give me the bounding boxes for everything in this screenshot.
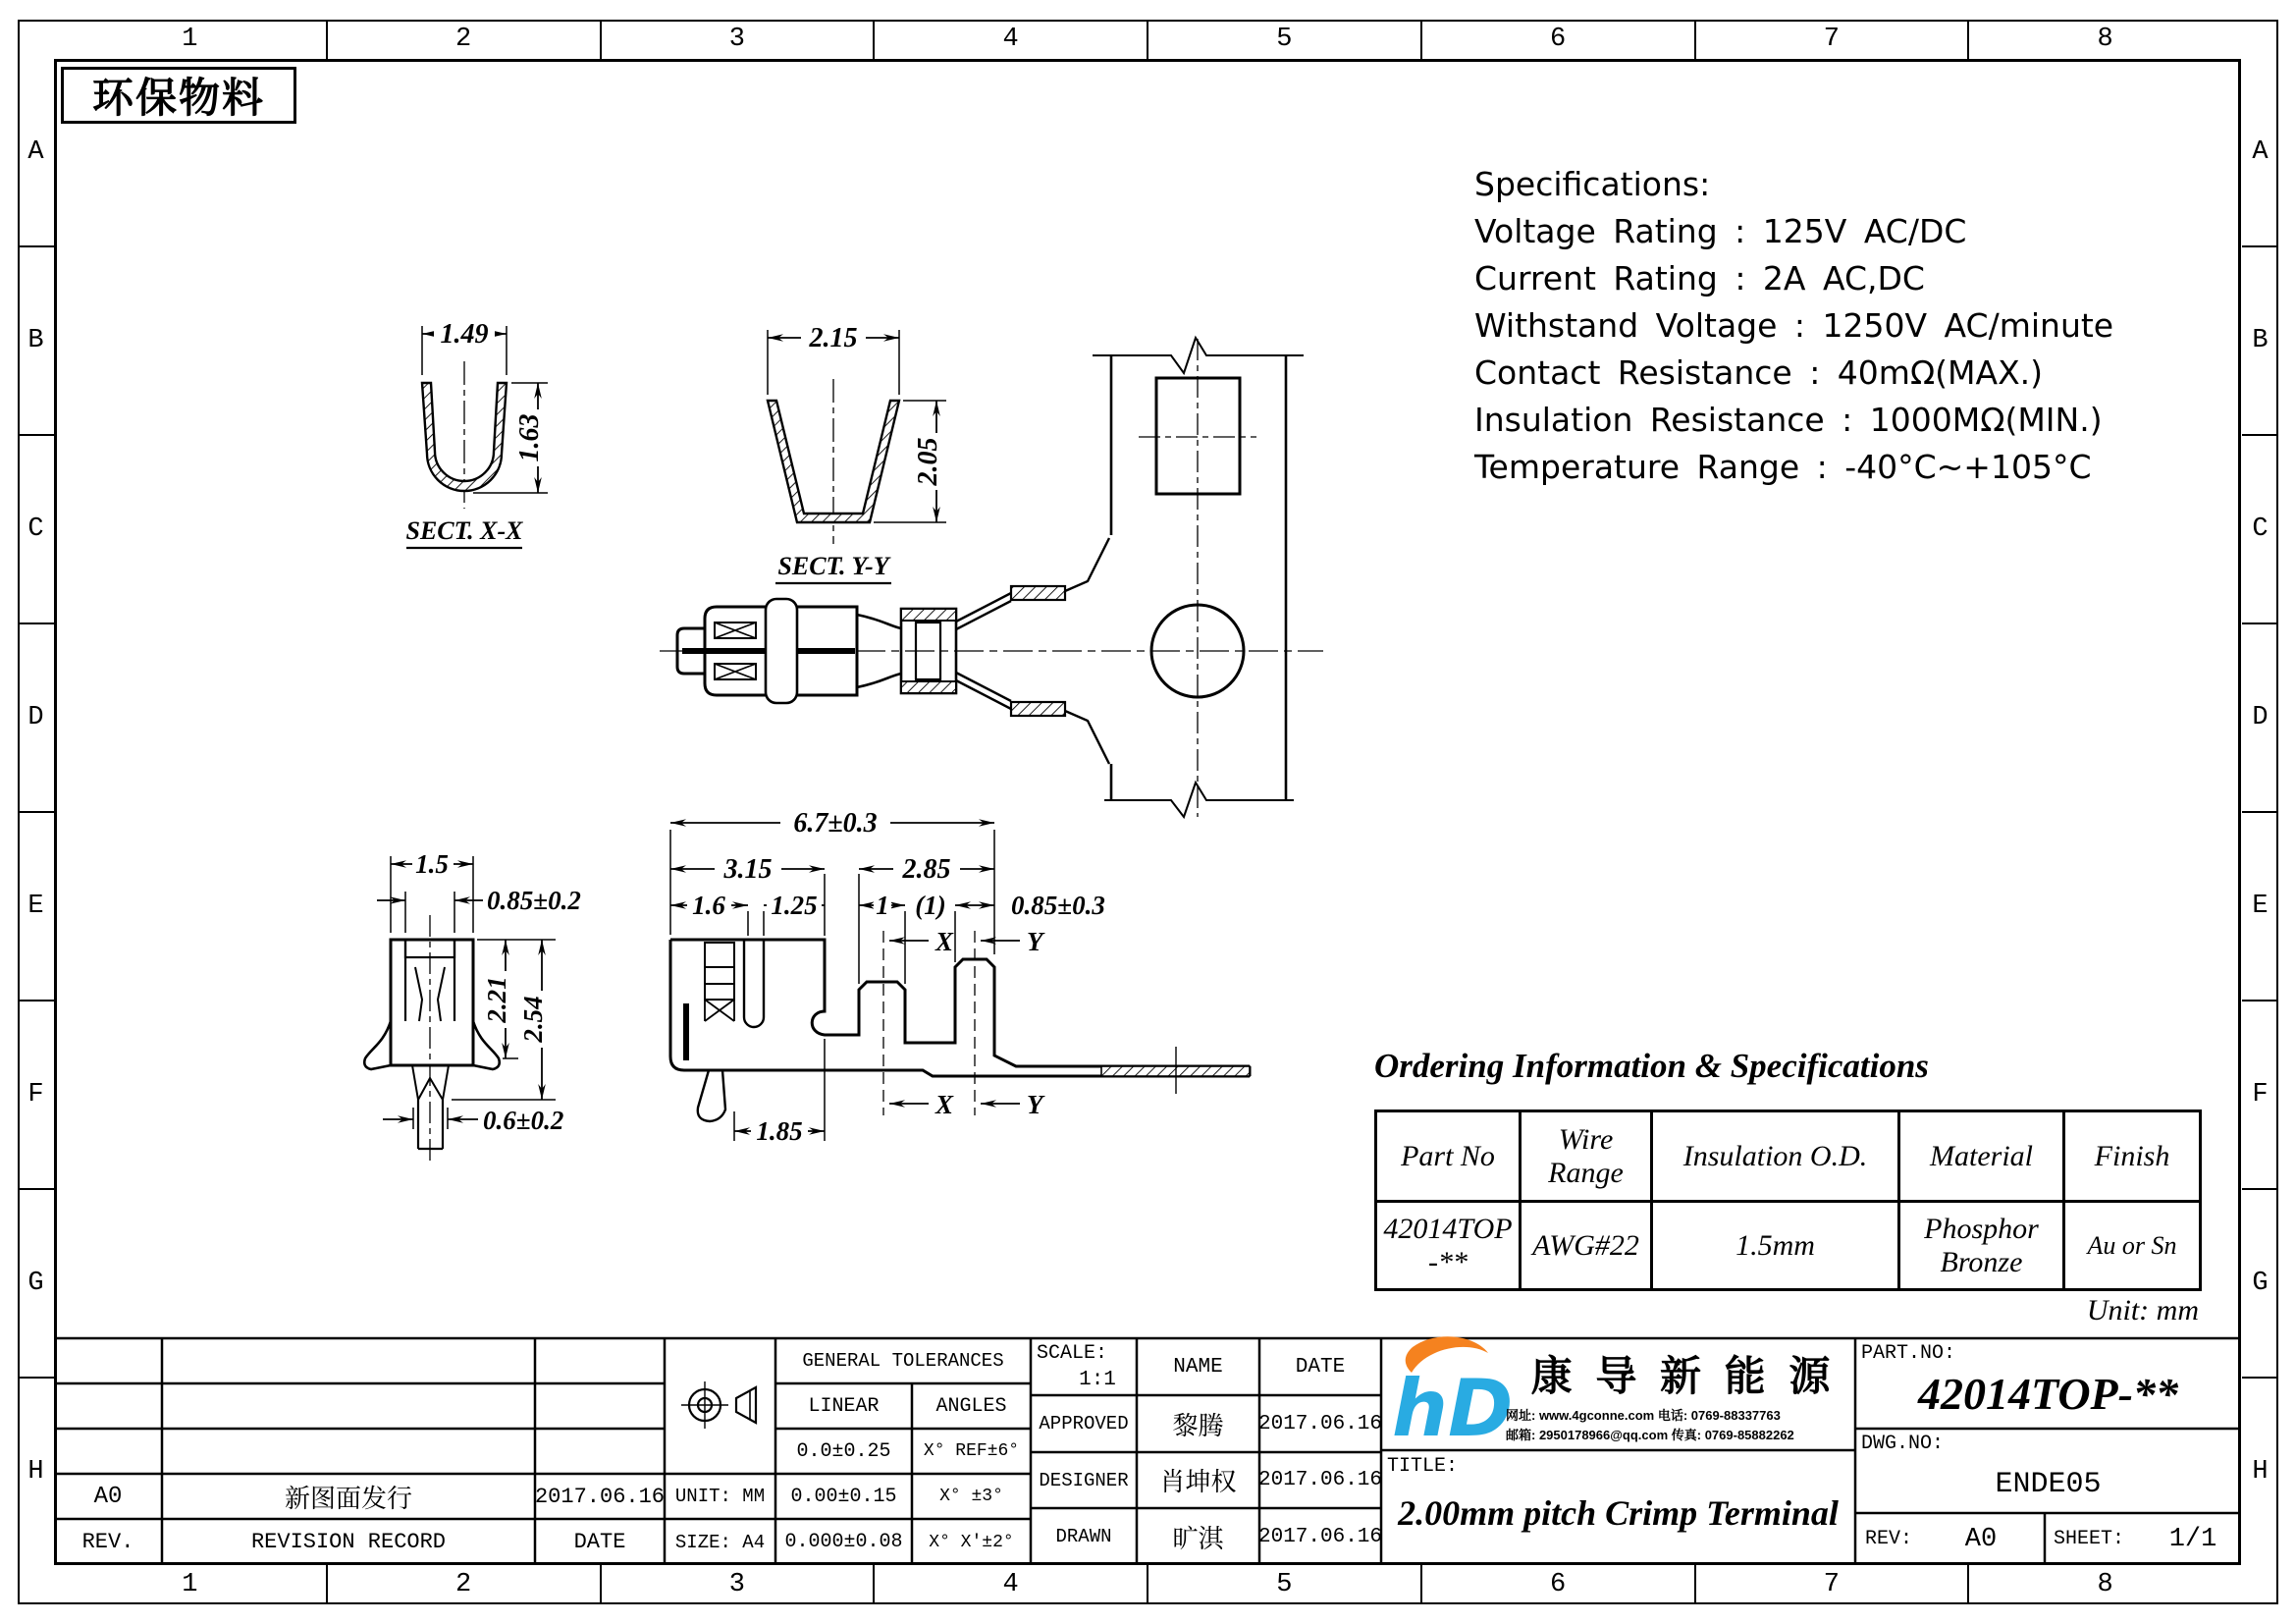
ordering-header-row (1376, 1111, 2201, 1202)
grid-row-label: F (2242, 1001, 2278, 1190)
signoff-name-designer: 肖坤权 (1159, 1469, 1237, 1498)
signoff-role-designer: DESIGNER (1039, 1469, 1129, 1491)
section-y-marker: Y (1027, 1090, 1043, 1119)
cell-material: Phosphor Bronze (1899, 1202, 2064, 1290)
spec-line: Contact Resistance : 40mΩ(MAX.) (1474, 353, 2044, 392)
tolerances-title: GENERAL TOLERANCES (802, 1350, 1004, 1372)
grid-col-label: 7 (1696, 20, 1970, 59)
col-header-finish: Finish (2064, 1111, 2201, 1202)
company-logo-text: hD (1392, 1363, 1514, 1454)
signoff-date-approved: 2017.06.16 (1257, 1412, 1383, 1435)
grid-col-label: 5 (1148, 20, 1422, 59)
tolerance-angle-3: X° X'±2° (929, 1532, 1014, 1552)
grid-col-label: 8 (2097, 25, 2113, 54)
cell-finish: Au or Sn (2064, 1202, 2201, 1290)
dim-side-c: 1 (876, 891, 889, 920)
dim-front-slot: 0.85±0.2 (487, 886, 581, 915)
sheet-label: SHEET: (2054, 1528, 2125, 1550)
col-header-material: Material (1899, 1111, 2064, 1202)
col-header-part-no: Part No (1376, 1111, 1521, 1202)
tolerance-linear-3: 0.000±0.08 (784, 1531, 903, 1553)
col-header-insulation-od: Insulation O.D. (1652, 1111, 1899, 1202)
grid-row-label: H (27, 1457, 44, 1487)
signoff-role-approved: APPROVED (1039, 1413, 1129, 1435)
tolerance-linear-1: 0.0±0.25 (796, 1439, 891, 1463)
dim-front-h1: 2.21 (482, 976, 511, 1023)
grid-row-label: A (18, 59, 54, 247)
section-y-marker: Y (1027, 927, 1043, 956)
section-xx-view (406, 319, 553, 548)
grid-row-label: A (2242, 59, 2278, 247)
company-name: 康 导 新 能 源 (1530, 1353, 1837, 1399)
drawing-title: 2.00mm pitch Crimp Terminal (1398, 1493, 1839, 1533)
signoff-name-header: NAME (1173, 1355, 1223, 1379)
signoff-role-drawn: DRAWN (1055, 1526, 1112, 1547)
cell-insulation-od: 1.5mm (1652, 1202, 1899, 1290)
ordering-table-title: Ordering Information & Specifications (1374, 1047, 1929, 1085)
signoff-date-header: DATE (1295, 1355, 1346, 1379)
tolerance-angle-1: X° REF±6° (923, 1441, 1020, 1461)
signoff-date-designer: 2017.06.16 (1257, 1469, 1383, 1491)
grid-row-label: C (2242, 436, 2278, 624)
section-xx-label: SECT. X-X (405, 516, 523, 545)
signoff-name-approved: 黎腾 (1172, 1412, 1224, 1442)
spec-line: Insulation Resistance : 1000MΩ(MIN.) (1474, 401, 2103, 439)
dim-front-bottom: 0.6±0.2 (483, 1106, 564, 1135)
company-contact-line2: 邮箱: 2950178966@qq.com 传真: 0769-85882262 (1506, 1427, 1794, 1442)
dim-front-h2: 2.54 (518, 996, 548, 1043)
dim-side-a: 1.6 (692, 891, 725, 920)
section-yy-view (768, 323, 951, 583)
dim-side-b: 1.25 (771, 891, 818, 920)
grid-col-label: 4 (875, 20, 1148, 59)
grid-col-label: 7 (1696, 1565, 1970, 1604)
third-angle-projection-icon (681, 1381, 756, 1429)
grid-col-label: 2 (328, 1565, 602, 1604)
dim-sectyy-height: 2.05 (913, 437, 943, 486)
dim-sectyy-width: 2.15 (809, 323, 858, 353)
grid-row-label: D (2242, 624, 2278, 813)
grid-row-label: B (2242, 247, 2278, 436)
unit-note: Unit: mm (2086, 1294, 2199, 1326)
grid-col-label: 8 (2097, 1570, 2113, 1599)
dim-side-d: 0.85±0.3 (1011, 891, 1105, 920)
company-contact-line1: 网址: www.4gconne.com 电话: 0769-88337763 (1506, 1407, 1781, 1423)
signoff-name-drawn: 旷淇 (1172, 1525, 1224, 1555)
grid-row-label: G (2242, 1190, 2278, 1379)
revision-rev-header: REV. (81, 1530, 134, 1554)
grid-row-label: E (18, 813, 54, 1001)
scale-value: 1:1 (1079, 1368, 1116, 1391)
grid-col-label: 4 (875, 1565, 1148, 1604)
tolerances-linear-header: LINEAR (808, 1394, 880, 1418)
signoff-date-drawn: 2017.06.16 (1257, 1525, 1383, 1548)
part-no-label: PART.NO: (1861, 1341, 1956, 1365)
grid-row-label: B (18, 247, 54, 436)
revision-rev-value: A0 (93, 1483, 123, 1510)
grid-row-label: E (2242, 813, 2278, 1001)
cell-part-no: 42014TOP-** (1376, 1202, 1521, 1290)
grid-col-label: 1 (54, 1565, 328, 1604)
grid-col-label: 1 (54, 20, 328, 59)
spec-line: Current Rating : 2A AC,DC (1474, 259, 1925, 298)
grid-col-label: 3 (602, 20, 876, 59)
grid-row-label: F (18, 1001, 54, 1190)
dim-front-top-width: 1.5 (415, 849, 449, 879)
grid-row-label: G (18, 1190, 54, 1379)
section-x-marker: X (935, 1090, 954, 1119)
size-field: SIZE: A4 (674, 1531, 766, 1553)
dim-side-overall: 6.7±0.3 (793, 808, 878, 839)
ordering-table (1374, 1110, 2202, 1291)
grid-row-label: D (18, 624, 54, 813)
company-logo (1392, 1336, 1513, 1454)
rev-label: REV: (1865, 1528, 1913, 1550)
cell-wire-range: AWG#22 (1521, 1202, 1652, 1290)
grid-col-label: 3 (602, 1565, 876, 1604)
dim-side-left: 3.15 (723, 854, 773, 885)
eco-material-label: 环保物料 (91, 77, 265, 122)
dim-side-e: 1.85 (756, 1116, 803, 1146)
dim-side-c-ref: (1) (915, 891, 946, 920)
grid-col-label: 6 (1422, 1565, 1696, 1604)
section-yy-label: SECT. Y-Y (777, 552, 889, 580)
eco-material-badge (61, 67, 296, 124)
revision-record-header: REVISION RECORD (250, 1530, 447, 1554)
dwg-no-value: ENDE05 (1995, 1468, 2102, 1501)
plan-view (660, 338, 1323, 817)
dim-sectxx-width: 1.49 (440, 319, 489, 350)
grid-row-label: H (2252, 1457, 2269, 1487)
specifications-block (1474, 161, 2220, 491)
dim-side-right: 2.85 (902, 854, 951, 885)
front-view (364, 849, 581, 1164)
grid-row-label: C (18, 436, 54, 624)
spec-line: Voltage Rating : 125V AC/DC (1474, 212, 1967, 250)
scale-label: SCALE: (1037, 1341, 1108, 1365)
grid-col-label: 5 (1148, 1565, 1422, 1604)
grid-col-label: 6 (1422, 20, 1696, 59)
grid-col-label: 2 (328, 20, 602, 59)
dwg-no-label: DWG.NO: (1861, 1432, 1945, 1455)
tolerance-angle-2: X° ±3° (939, 1487, 1003, 1506)
sheet-value: 1/1 (2168, 1524, 2217, 1554)
section-x-marker: X (935, 927, 954, 956)
revision-date-value: 2017.06.16 (534, 1484, 666, 1509)
tolerance-linear-2: 0.00±0.15 (790, 1485, 897, 1508)
part-no-value: 42014TOP-** (1918, 1368, 2178, 1419)
ordering-data-row (1376, 1202, 2201, 1290)
revision-date-header: DATE (573, 1530, 626, 1554)
title-label: TITLE: (1387, 1454, 1459, 1478)
rev-value: A0 (1964, 1524, 1998, 1554)
specifications-title: Specifications: (1474, 165, 1711, 203)
spec-line: Withstand Voltage : 1250V AC/minute (1474, 306, 2114, 345)
side-view (670, 808, 1250, 1146)
spec-line: Temperature Range : -40°C~+105°C (1474, 448, 2092, 486)
col-header-wire-range: Wire Range (1521, 1111, 1652, 1202)
tolerances-angles-header: ANGLES (935, 1394, 1007, 1418)
revision-record-value: 新图面发行 (284, 1485, 412, 1515)
unit-field: UNIT: MM (674, 1486, 766, 1507)
dim-sectxx-height: 1.63 (514, 413, 545, 462)
